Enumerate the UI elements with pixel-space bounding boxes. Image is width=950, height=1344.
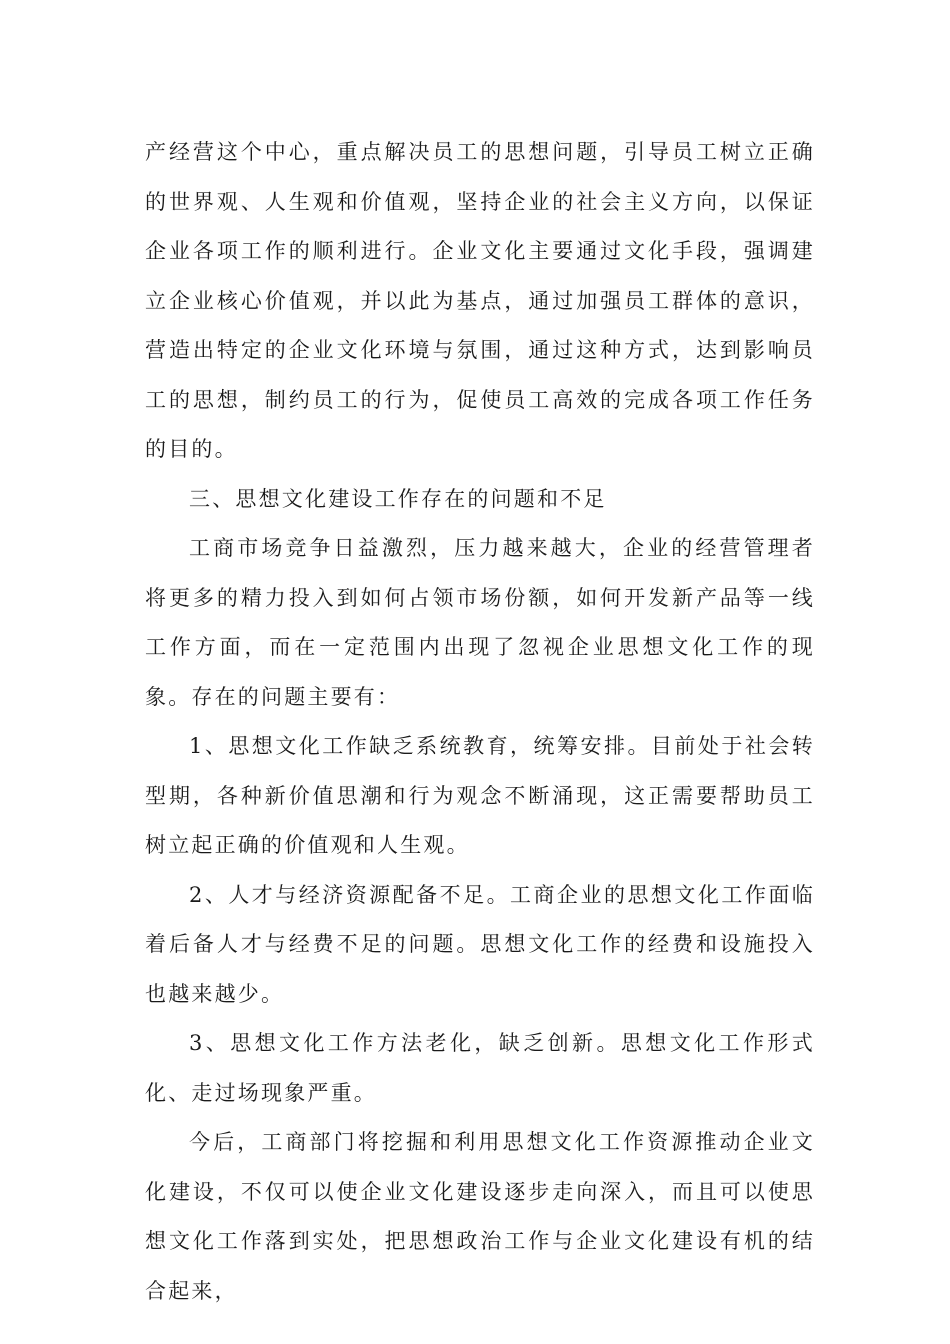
paragraph-intro-continued: 产经营这个中心，重点解决员工的思想问题，引导员工树立正确的世界观、人生观和价值观，坚持企业的社会主义方向，以保证企业各项工作的顺利进行。企业文化主要通过文化手段，强调建立企业核心价值观，并以此为基点，通过加强员工群体的意识，营造出特定的企业文化环境与氛围，通过这种方式，达到影响员工的思想，制约员工的行为，促使员工高效的完成各项工作任务的目的。 xyxy=(145,140,815,461)
list-item-3: 3、思想文化工作方法老化，缺乏创新。思想文化工作形式化、走过场现象严重。 xyxy=(145,1031,815,1105)
list-item-1: 1、思想文化工作缺乏系统教育，统筹安排。目前处于社会转型期，各种新价值思潮和行为观念不断涌现，这正需要帮助员工树立起正确的价值观和人生观。 xyxy=(145,734,815,857)
paragraph-future-plan: 今后，工商部门将挖掘和利用思想文化工作资源推动企业文化建设，不仅可以使企业文化建设逐步走向深入，而且可以使思想文化工作落到实处，把思想政治工作与企业文化建设有机的结合起来， xyxy=(145,1130,815,1303)
document-body xyxy=(145,128,815,1316)
list-item-2: 2、人才与经济资源配备不足。工商企业的思想文化工作面临着后备人才与经费不足的问题。思想文化工作的经费和设施投入也越来越少。 xyxy=(145,882,815,1006)
paragraph-market-competition: 工商市场竞争日益激烈，压力越来越大，企业的经营管理者将更多的精力投入到如何占领市场份额，如何开发新产品等一线工作方面，而在一定范围内出现了忽视企业思想文化工作的现象。存在的问题主要有： xyxy=(145,536,815,709)
section-heading-problems: 三、思想文化建设工作存在的问题和不足 xyxy=(189,486,607,511)
